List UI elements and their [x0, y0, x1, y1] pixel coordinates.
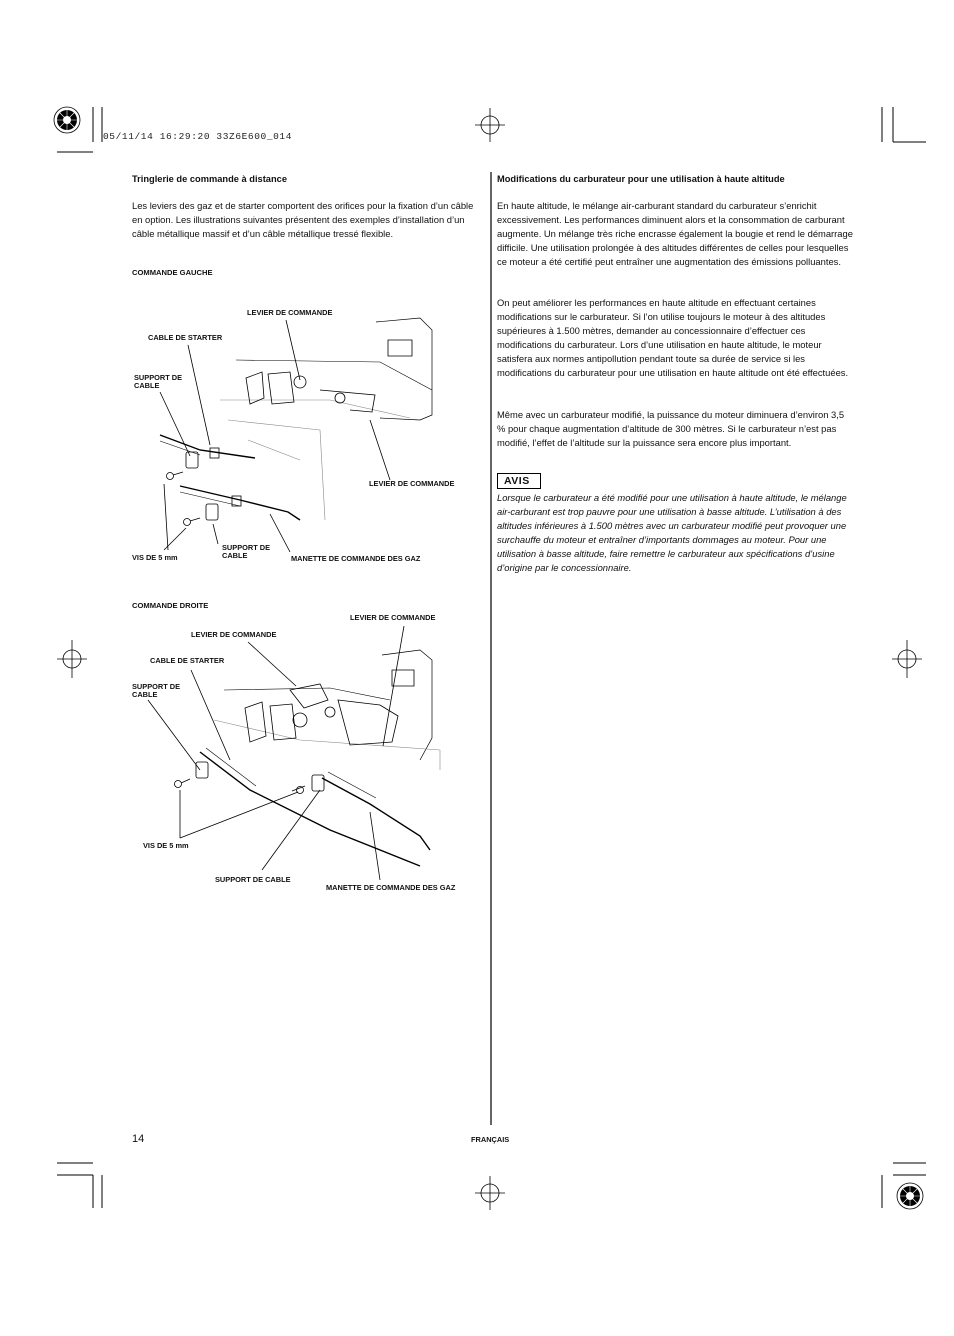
left-control-illustration: [160, 318, 432, 552]
fig1-label-levier-right: LEVIER DE COMMANDE: [369, 479, 455, 488]
right-paragraph-2: On peut améliorer les performances en haute altitude en effectuant certaines modifications sur le carburateur. Si l’on utilise toujours le moteur à des altitudes supérieures à 1.500 mètres, demander au concessionnaire d’effectuer ces modifications du carburateur. Lors d’une utilisation en haute altitude, le moteur satisfera aux normes antipollution pendant toute sa durée de service si les modifications du carburateur pour une utilisation en haute altitude ont été effectuées.: [497, 297, 849, 378]
fig1-label-vis: VIS DE 5 mm: [132, 553, 178, 562]
figure1-caption: COMMANDE GAUCHE: [132, 268, 213, 277]
page-number: 14: [132, 1133, 145, 1145]
left-section-title: Tringlerie de commande à distance: [132, 174, 288, 184]
registration-mark-icon: [475, 1176, 505, 1210]
registration-mark-icon: [892, 640, 922, 678]
left-intro-paragraph: Les leviers des gaz et de starter comportent des orifices pour la fixation d’un câble en option. Les illustrations suivantes présentent des exemples d’installation d’un câble métallique massif et d’un câble métallique tressé flexible.: [132, 200, 474, 239]
figure2-caption: COMMANDE DROITE: [132, 601, 209, 610]
registration-mark-icon: [57, 640, 87, 678]
right-paragraph-3: Même avec un carburateur modifié, la puissance du moteur diminuera d’environ 3,5 % pour chaque augmentation d’altitude de 300 mètres. Si le carburateur n’est pas modifié, l’effet de l’altitude sur la puissance sera encore plus important.: [497, 409, 845, 448]
starburst-mark-icon: [897, 1183, 923, 1209]
fig1-label-cable-starter: CABLE DE STARTER: [148, 333, 223, 342]
fig1-label-manette: MANETTE DE COMMANDE DES GAZ: [291, 554, 421, 563]
registration-mark-icon: [475, 108, 505, 142]
fig1-label-levier-top: LEVIER DE COMMANDE: [247, 308, 333, 317]
fig2-label-levier-top: LEVIER DE COMMANDE: [350, 613, 436, 622]
language-label: FRANÇAIS: [471, 1135, 510, 1144]
starburst-mark-icon: [54, 107, 80, 133]
fig2-label-levier-left: LEVIER DE COMMANDE: [191, 630, 277, 639]
fig2-label-vis: VIS DE 5 mm: [143, 841, 189, 850]
right-paragraph-1: En haute altitude, le mélange air-carburant standard du carburateur s’enrichit excessivement. Les performances diminuent alors et la consommation de carburant augmente. Un mélange très riche encrasse également la bougie et rend le démarrage difficile. Une utilisation prolongée à des altitudes différentes de celles pour lesquelles ce moteur a été certifié peut entraîner une augmentation des émissions polluantes.: [497, 200, 853, 267]
fig1-label-support-cable: SUPPORT DE CABLE: [134, 373, 183, 390]
fig2-label-cable-starter: CABLE DE STARTER: [150, 656, 225, 665]
fig2-label-support-cable: SUPPORT DE CABLE: [132, 682, 181, 699]
print-stamp: 05/11/14 16:29:20 33Z6E600_014: [103, 131, 293, 142]
right-section-title: Modifications du carburateur pour une utilisation à haute altitude: [497, 174, 785, 184]
fig2-label-support-cable2: SUPPORT DE CABLE: [215, 875, 291, 884]
notice-label: AVIS: [497, 473, 541, 489]
notice-text: Lorsque le carburateur a été modifié pour une utilisation à haute altitude, le mélange air-carburant est trop pauvre pour une utilisation à basse altitude. L’utilisation à des altitudes inférieures à 1.500 mètres avec un carburateur modifié peut provoquer une surchauffe du moteur et entraîner d’importants dommages au moteur. Pour une utilisation à basse altitude, faire remettre le carburateur aux spécifications d’usine d’origine par le concessionnaire.: [497, 492, 847, 573]
fig2-label-manette: MANETTE DE COMMANDE DES GAZ: [326, 883, 456, 892]
fig1-label-support-cable2: SUPPORT DE CABLE: [222, 543, 271, 560]
